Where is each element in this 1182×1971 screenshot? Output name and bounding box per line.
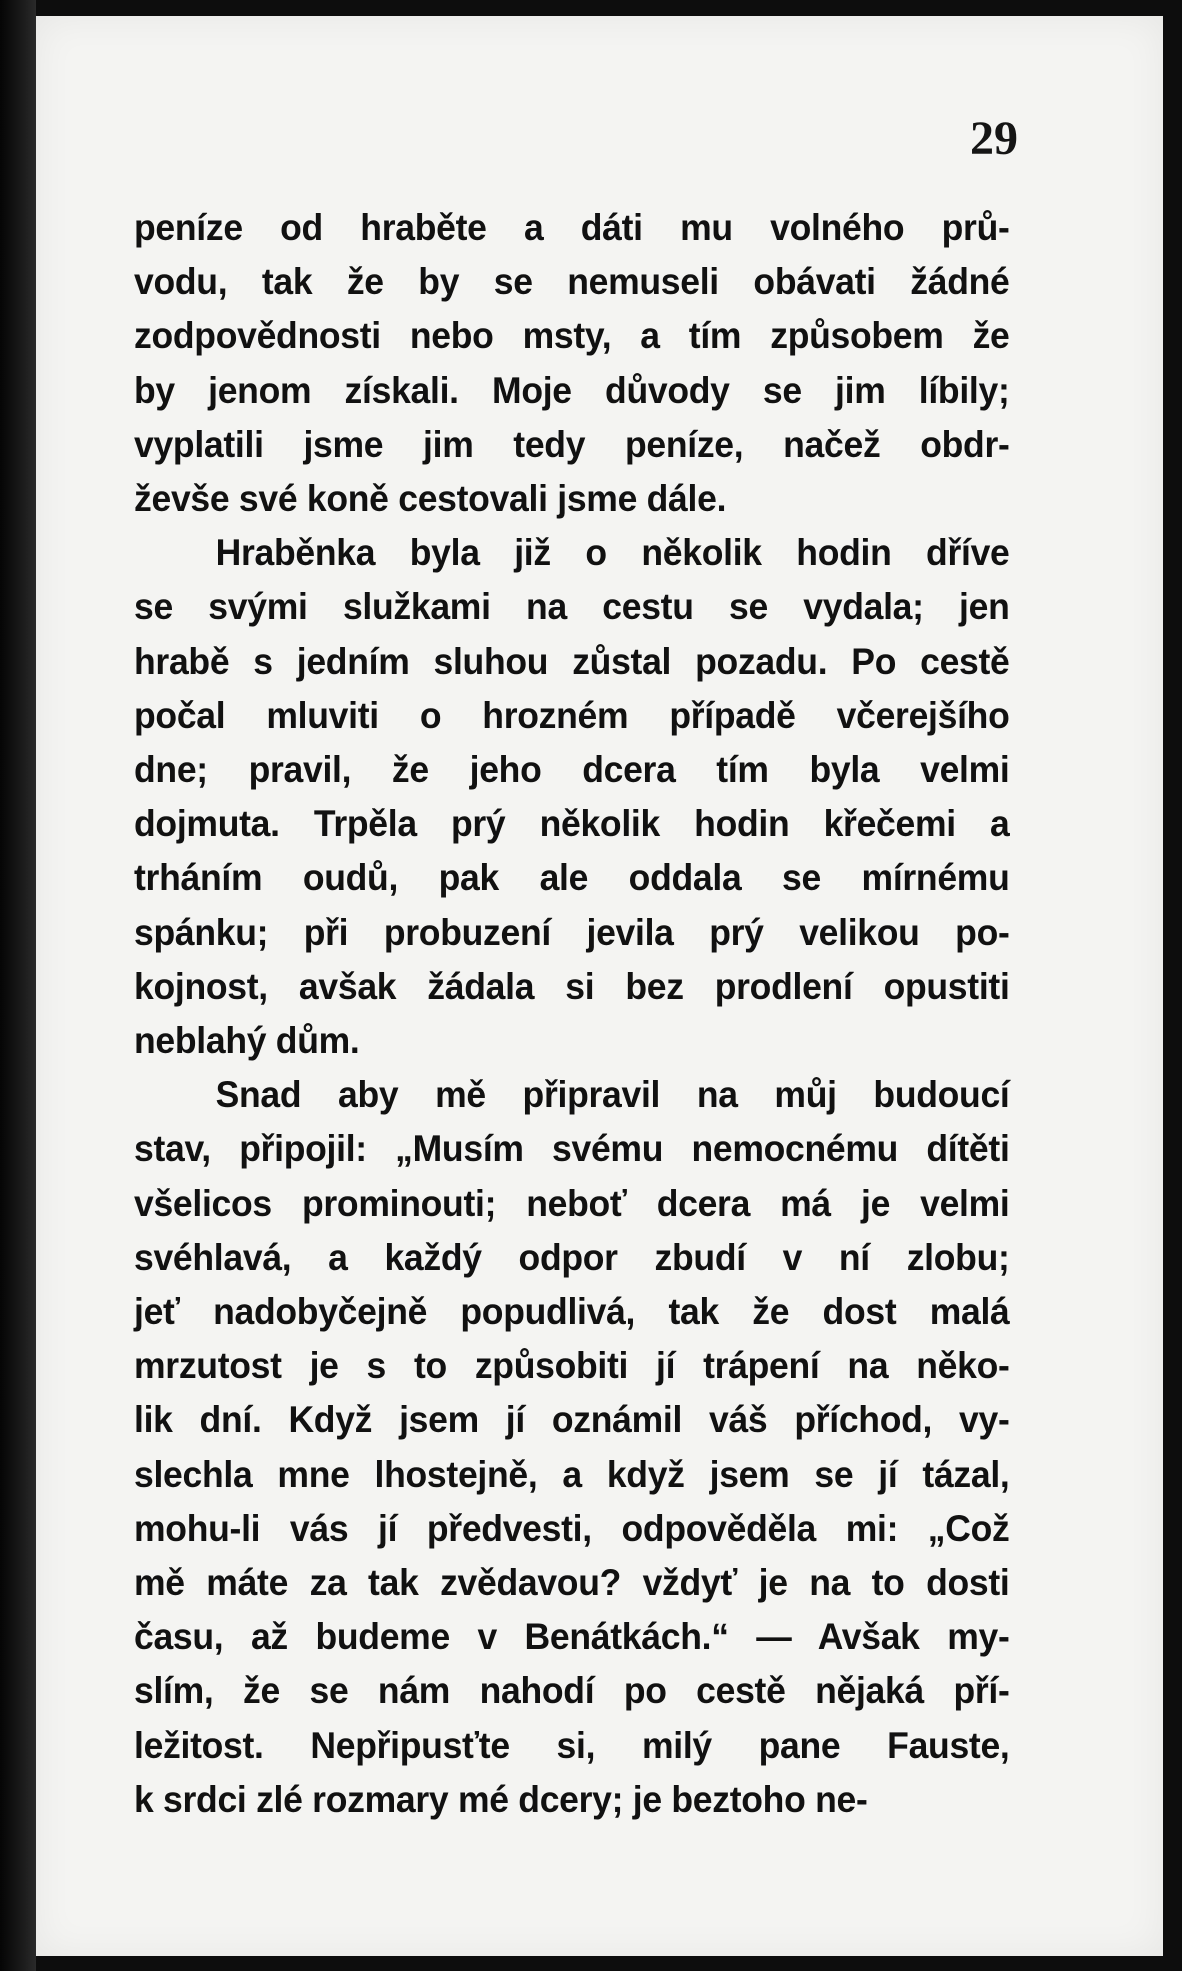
text-line: kojnost, avšak žádala si bez prodlení opustiti [134,965,1010,1007]
text-line: Hraběnka byla již o několik hodin dříve [215,532,1010,574]
text-line: slechla mne lhostejně, a když jsem se jí tázal, [134,1453,1010,1495]
text-line: hrabě s jedním sluhou zůstal pozadu. Po cestě [134,640,1010,682]
text-line: se svými služkami na cestu se vydala; jen [134,586,1010,628]
text-line: zodpovědnosti nebo msty, a tím způsobem že [134,315,1010,357]
text-line: k srdci zlé rozmary mé dcery; je beztoho ne- [134,1778,868,1820]
text-line: vodu, tak že by se nemuseli obávati žádné [134,261,1010,303]
text-line: trháním oudů, pak ale oddala se mírnému [134,857,1010,899]
scan-left-edge [0,0,36,1971]
text-line: mě máte za tak zvědavou? vždyť je na to dosti [134,1562,1010,1604]
text-line: počal mluviti o hrozném případě včerejšího [134,694,1010,736]
text-line: lik dní. Když jsem jí oznámil váš příchod, vy- [134,1399,1010,1441]
text-line: mrzutost je s to způsobiti jí trápení na něko- [134,1345,1010,1387]
text-line: by jenom získali. Moje důvody se jim líbily; [134,369,1010,411]
text-line: dojmuta. Trpěla prý několik hodin křečemi a [134,803,1010,845]
text-line: dne; pravil, že jeho dcera tím byla velmi [134,749,1010,791]
book-page [36,16,1163,1956]
text-line: peníze od hraběte a dáti mu volného prů- [134,207,1010,248]
text-line: ževše své koně cestovali jsme dále. [134,478,727,520]
text-line: stav, připojil: „Musím svému nemocnému dítěti [134,1128,1010,1170]
text-line: Snad aby mě připravil na můj budoucí [215,1074,1010,1116]
text-line: vyplatili jsme jim tedy peníze, načež obdr- [134,423,1010,465]
text-line: všelicos prominouti; neboť dcera má je velmi [134,1182,1010,1224]
text-line: času, až budeme v Benátkách.“ — Avšak my- [134,1616,1010,1658]
text-line: slím, že se nám nahodí po cestě nějaká pří- [134,1670,1010,1712]
page-number: 29 [970,112,1018,165]
text-line: jeť nadobyčejně popudlivá, tak že dost malá [134,1291,1010,1333]
text-line: mohu-li vás jí předvesti, odpověděla mi: „Což [134,1507,1010,1549]
text-line: neblahý dům. [134,1020,360,1062]
text-line: spánku; při probuzení jevila prý velikou po- [134,911,1010,953]
text-line: ležitost. Nepřipusťte si, milý pane Fauste, [134,1724,1010,1766]
text-line: svéhlavá, a každý odpor zbudí v ní zlobu; [134,1236,1010,1278]
page-text-body [134,201,1010,1827]
